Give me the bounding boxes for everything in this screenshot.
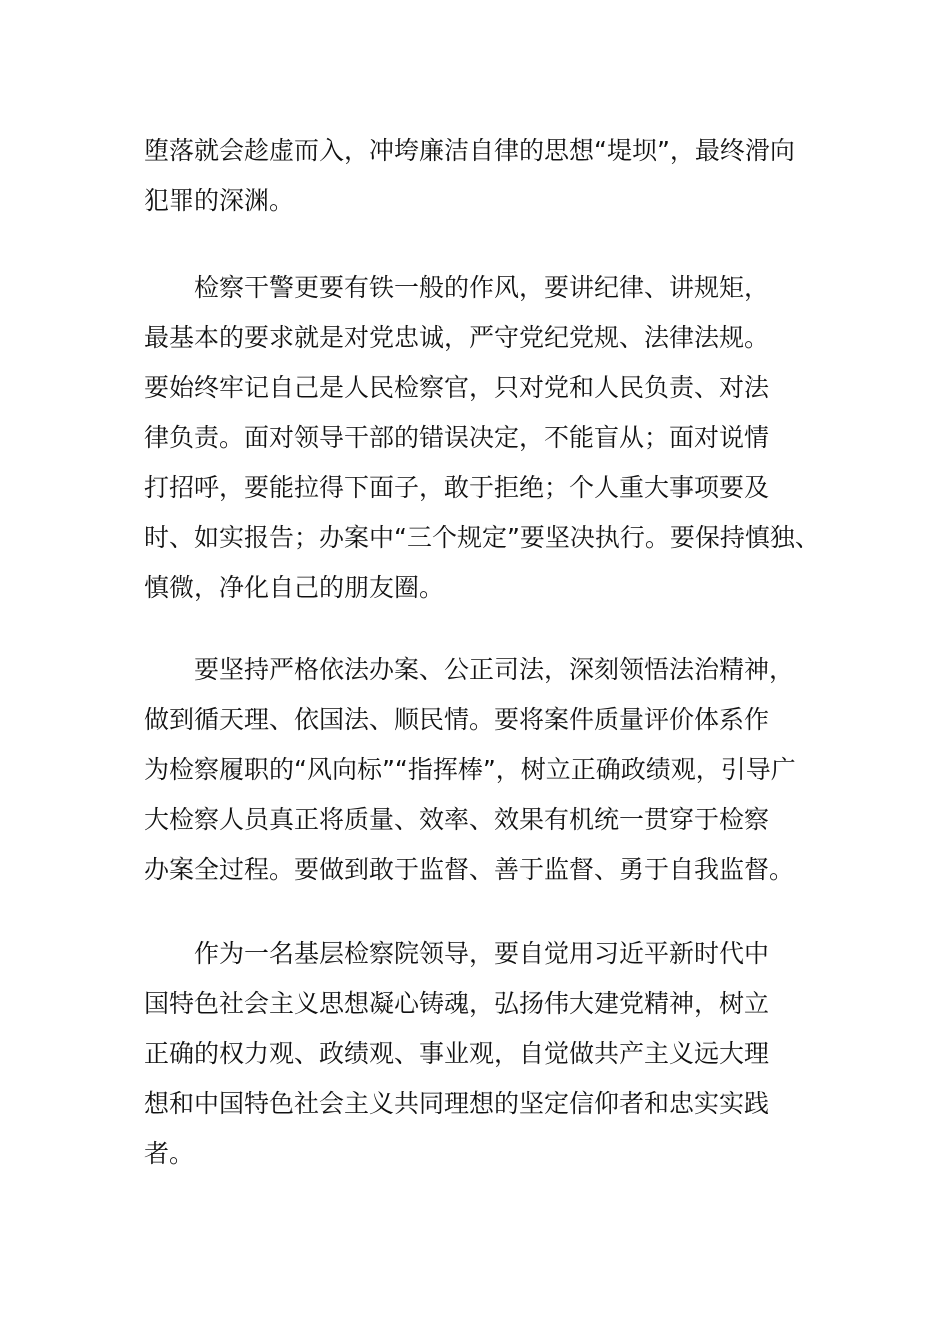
paragraph-line: 者。 <box>144 1139 195 1168</box>
paragraph-line: 做到循天理、依国法、顺民情。要将案件质量评价体系作 <box>144 705 770 734</box>
paragraph-line: 办案全过程。要做到敢于监督、善于监督、勇于自我监督。 <box>144 855 795 884</box>
paragraph-line: 正确的权力观、政绩观、事业观，自觉做共产主义远大理 <box>144 1039 770 1068</box>
paragraph-line: 慎微，净化自己的朋友圈。 <box>144 573 445 602</box>
paragraph-line: 检察干警更要有铁一般的作风，要讲纪律、讲规矩， <box>194 273 770 302</box>
paragraph-line: 犯罪的深渊。 <box>144 186 295 215</box>
paragraph-line: 堕落就会趁虚而入，冲垮廉洁自律的思想“堤坝”，最终滑向 <box>144 136 795 165</box>
paragraph-line: 打招呼，要能拉得下面子，敢于拒绝；个人重大事项要及 <box>144 473 770 502</box>
paragraph-4 <box>144 929 824 1179</box>
paragraph-line: 时、如实报告；办案中“三个规定”要坚决执行。要保持慎独、 <box>144 523 820 552</box>
paragraph-1 <box>144 126 824 226</box>
paragraph-line: 大检察人员真正将质量、效率、效果有机统一贯穿于检察 <box>144 805 770 834</box>
paragraph-line: 作为一名基层检察院领导，要自觉用习近平新时代中 <box>194 939 770 968</box>
paragraph-line: 要坚持严格依法办案、公正司法，深刻领悟法治精神， <box>194 655 795 684</box>
paragraph-line: 最基本的要求就是对党忠诚，严守党纪党规、法律法规。 <box>144 323 770 352</box>
paragraph-3 <box>144 645 824 895</box>
paragraph-2 <box>144 263 824 613</box>
paragraph-line: 要始终牢记自己是人民检察官，只对党和人民负责、对法 <box>144 373 770 402</box>
paragraph-line: 想和中国特色社会主义共同理想的坚定信仰者和忠实实践 <box>144 1089 770 1118</box>
paragraph-line: 国特色社会主义思想凝心铸魂，弘扬伟大建党精神，树立 <box>144 989 770 1018</box>
paragraph-line: 律负责。面对领导干部的错误决定，不能盲从；面对说情 <box>144 423 770 452</box>
paragraph-line: 为检察履职的“风向标”“指挥棒”，树立正确政绩观，引导广 <box>144 755 796 784</box>
